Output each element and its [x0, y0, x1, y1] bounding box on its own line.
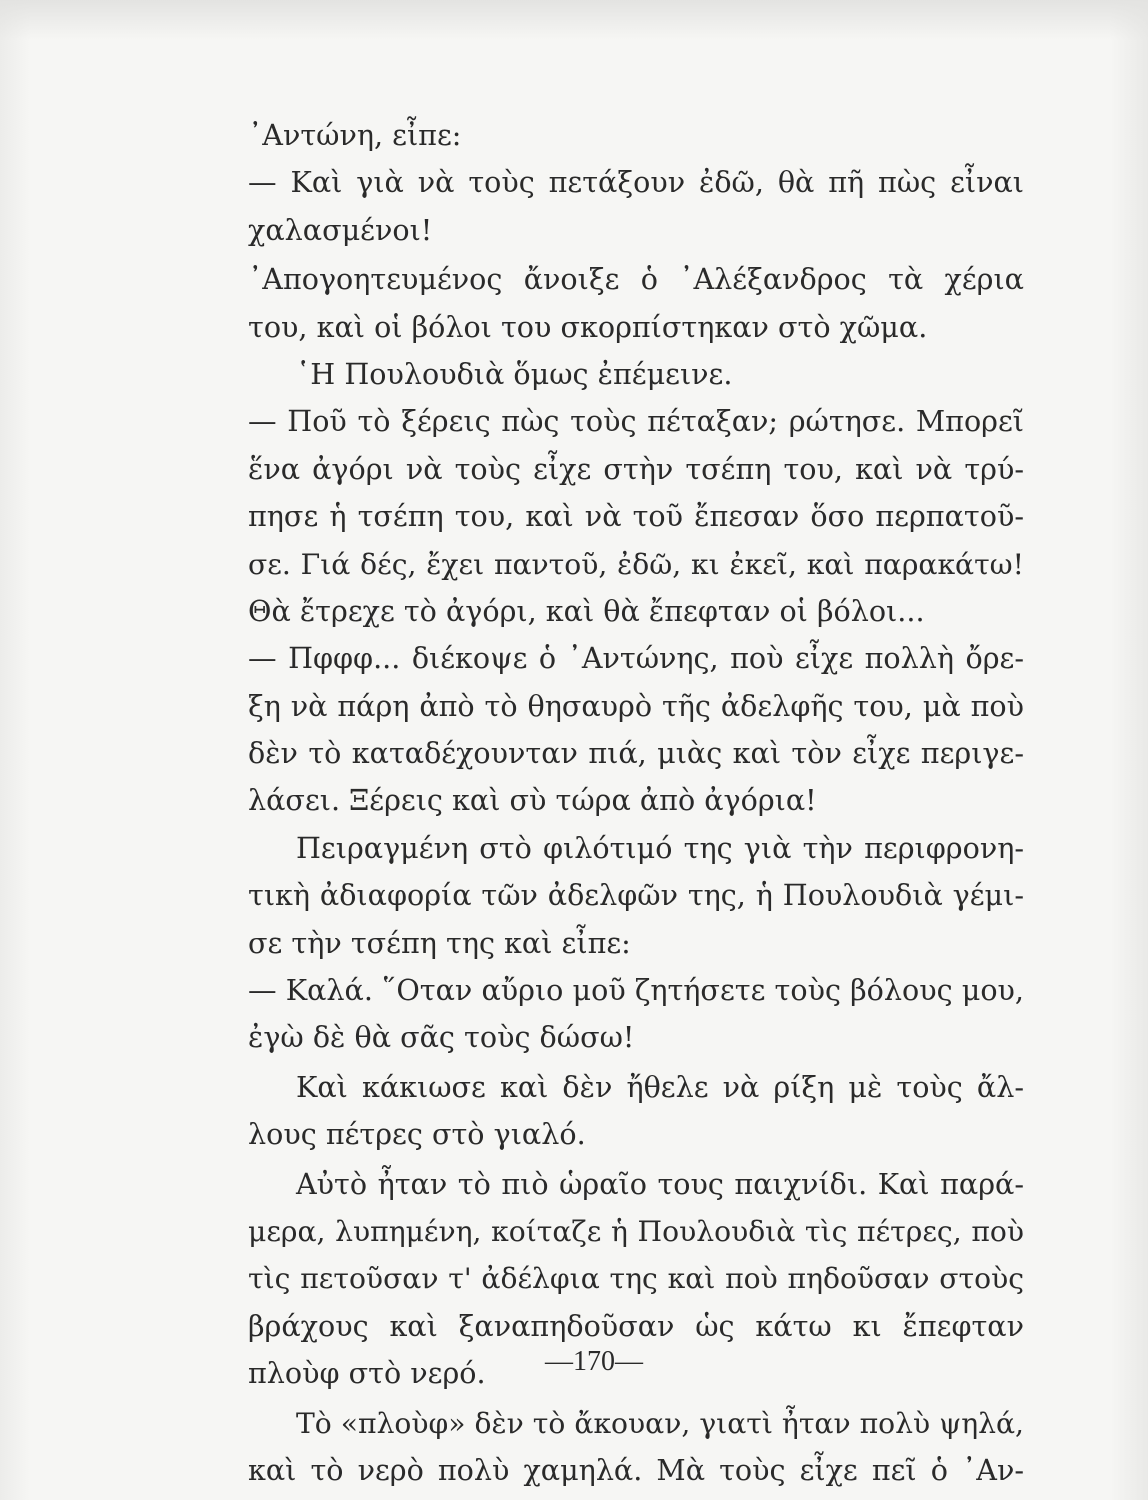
text-line: Θὰ ἔτρεχε τὸ ἀγόρι, καὶ θὰ ἔπεφταν οἱ βόλοι...: [248, 593, 925, 628]
text-line: δὲν τὸ καταδέχουνταν πιά, μιὰς καὶ τὸν εἶχε περιγε-: [248, 736, 1024, 771]
text-line: ᾿Αντώνη, εἶπε:: [248, 118, 462, 152]
text-line: πλοὺφ στὸ νερό.: [248, 1356, 486, 1391]
text-line: τικὴ ἀδιαφορία τῶν ἀδελφῶν της, ἡ Πουλουδιὰ γέμι-: [248, 878, 1024, 913]
text-line: λάσει. Ξέρεις καὶ σὺ τώρα ἀπὸ ἀγόρια!: [248, 783, 817, 818]
text-line: ἕνα ἀγόρι νὰ τοὺς εἶχε στὴν τσέπη του, καὶ νὰ τρύ-: [248, 451, 1024, 486]
text-line: σε. Γιά δές, ἔχει παντοῦ, ἐδῶ, κι ἐκεῖ, καὶ παρακάτω!: [248, 547, 1024, 581]
text-line: Τὸ «πλοὺφ» δὲν τὸ ἄκουαν, γιατὶ ἦταν πολὺ ψηλά,: [296, 1406, 1024, 1440]
page-edge-shadow: [0, 0, 1148, 40]
text-line: βράχους καὶ ξαναπηδοῦσαν ὡς κάτω κι ἔπεφταν: [248, 1308, 1024, 1343]
text-line: — Καλά. ῞Οταν αὔριο μοῦ ζητήσετε τοὺς βόλους μου,: [248, 973, 1024, 1008]
text-line: ᾿Απογοητευμένος ἄνοιξε ὁ ᾿Αλέξανδρος τὰ χέρια: [248, 262, 1024, 297]
text-line: μερα, λυπημένη, κοίταζε ἡ Πουλουδιὰ τὶς πέτρες, ποὺ: [248, 1214, 1024, 1248]
text-line: λους πέτρες στὸ γιαλό.: [248, 1117, 586, 1152]
text-line: χαλασμένοι!: [248, 212, 433, 247]
page-number: —170—: [545, 1346, 643, 1377]
text-line: καὶ τὸ νερὸ πολὺ χαμηλά. Μὰ τοὺς εἶχε πεῖ ὁ ᾿Αν-: [248, 1452, 1024, 1487]
text-line: σε τὴν τσέπη της καὶ εἶπε:: [248, 925, 631, 960]
text-line: Πειραγμένη στὸ φιλότιμό της γιὰ τὴν περιφρονη-: [296, 830, 1024, 865]
text-line: Καὶ κάκιωσε καὶ δὲν ἤθελε νὰ ρίξη μὲ τοὺς ἄλ-: [296, 1069, 1024, 1104]
text-line: ἐγὼ δὲ θὰ σᾶς τοὺς δώσω!: [248, 1020, 635, 1055]
text-line: τὶς πετοῦσαν τ' ἀδέλφια της καὶ ποὺ πηδοῦσαν στοὺς: [248, 1262, 1024, 1296]
text-line: του, καὶ οἱ βόλοι του σκορπίστηκαν στὸ χῶμα.: [248, 309, 928, 344]
text-line: ῾Η Πουλουδιὰ ὅμως ἐπέμεινε.: [296, 356, 733, 391]
text-line: Αὐτὸ ἦταν τὸ πιὸ ὡραῖο τους παιχνίδι. Καὶ παρά-: [296, 1166, 1024, 1201]
text-line: — Ποῦ τὸ ξέρεις πὼς τοὺς πέταξαν; ρώτησε. Μπορεῖ: [248, 404, 1024, 439]
text-line: πησε ἡ τσέπη του, καὶ νὰ τοῦ ἔπεσαν ὅσο περπατοῦ-: [248, 499, 1024, 534]
body-text: [248, 112, 1024, 1494]
text-line: ξη νὰ πάρη ἀπὸ τὸ θησαυρὸ τῆς ἀδελφῆς του, μὰ ποὺ: [248, 688, 1024, 723]
text-line: — Καὶ γιὰ νὰ τοὺς πετάξουν ἐδῶ, θὰ πῆ πὼς εἶναι: [248, 165, 1024, 200]
text-line: — Πφφφ... διέκοψε ὁ ᾿Αντώνης, ποὺ εἶχε πολλὴ ὄρε-: [248, 641, 1024, 676]
